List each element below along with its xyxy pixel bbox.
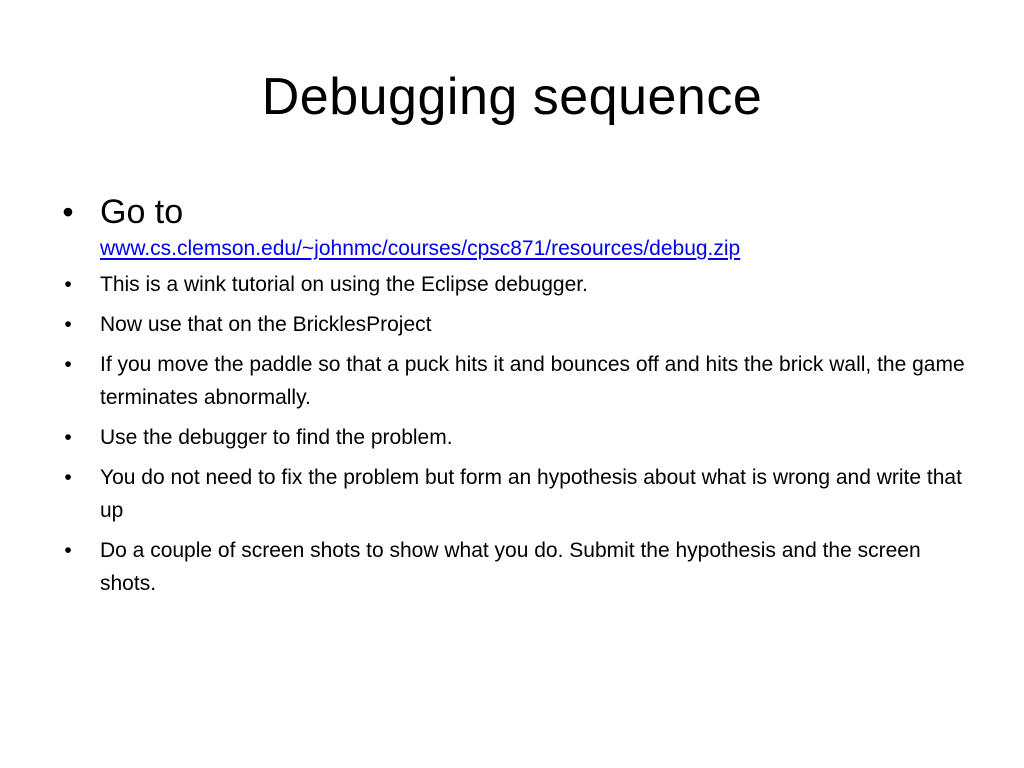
- bullet-text: Use the debugger to find the problem.: [100, 426, 453, 449]
- bullet-text: If you move the paddle so that a puck hits it and bounces off and hits the brick wall, the game terminates abnormally.: [100, 353, 965, 409]
- bullet-dot-icon: •: [64, 273, 72, 296]
- bullet-dot-icon: •: [62, 194, 74, 230]
- bullet-item: [58, 308, 968, 341]
- bullet-item: [58, 461, 968, 527]
- bullet-dot-icon: •: [64, 313, 72, 336]
- bullet-text: Now use that on the BricklesProject: [100, 313, 432, 336]
- bullet-dot-icon: •: [64, 539, 72, 562]
- bullet-item: [58, 348, 968, 414]
- bullet-dot-icon: •: [64, 353, 72, 376]
- bullet-list: [58, 190, 968, 607]
- debug-zip-link[interactable]: www.cs.clemson.edu/~johnmc/courses/cpsc871/resources/debug.zip: [100, 237, 741, 260]
- bullet-item-goto: [58, 190, 968, 264]
- bullet-dot-icon: •: [64, 426, 72, 449]
- bullet-text: You do not need to fix the problem but form an hypothesis about what is wrong and write that up: [100, 466, 962, 522]
- bullet-item: [58, 421, 968, 454]
- bullet-text: Do a couple of screen shots to show what you do. Submit the hypothesis and the screen shots.: [100, 539, 921, 595]
- bullet-dot-icon: •: [64, 466, 72, 489]
- bullet-text: This is a wink tutorial on using the Eclipse debugger.: [100, 273, 588, 296]
- slide-title: Debugging sequence: [261, 68, 763, 126]
- bullet-item: [58, 534, 968, 600]
- goto-label: Go to: [100, 193, 184, 231]
- bullet-item: [58, 268, 968, 301]
